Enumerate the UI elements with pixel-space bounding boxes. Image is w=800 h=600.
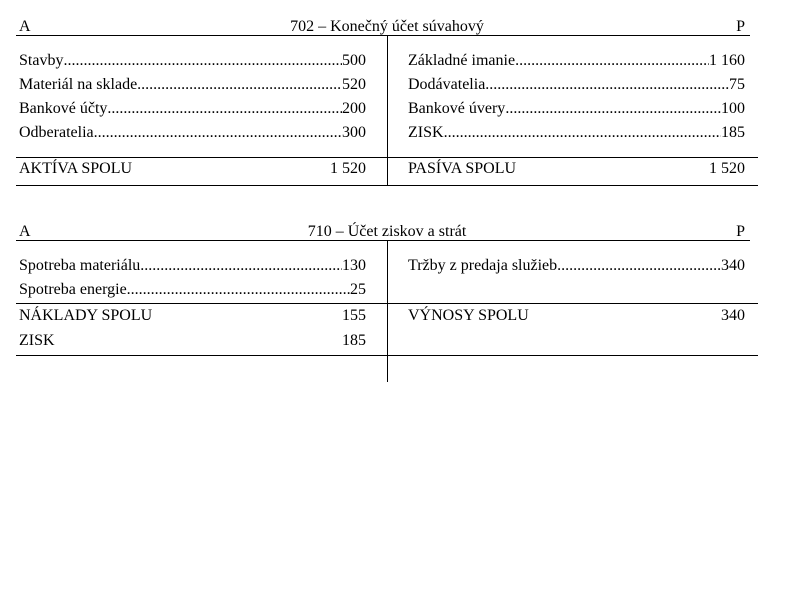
- asset-label: Odberatelia: [19, 124, 94, 141]
- liability-row: [408, 50, 745, 72]
- asset-row: [19, 122, 366, 144]
- header-divider: [16, 35, 750, 36]
- liability-amount: 1 160: [709, 52, 745, 69]
- asset-amount: 520: [342, 76, 366, 93]
- revenues-side-label: P: [736, 223, 745, 240]
- cost-amount: 25: [350, 281, 366, 298]
- leader-dots: [127, 279, 350, 301]
- profit-row: [19, 330, 366, 352]
- revenues-total-label: VÝNOSY SPOLU: [408, 307, 529, 324]
- liability-label: Základné imanie: [408, 52, 516, 69]
- t-account-vertical-line: [387, 240, 388, 382]
- costs-total-row: [19, 305, 366, 327]
- cost-row: [19, 279, 366, 301]
- liability-row: [408, 98, 745, 120]
- totals-divider: [16, 303, 758, 304]
- leader-dots: [515, 50, 709, 72]
- leader-dots: [63, 50, 342, 72]
- profit-amount: 185: [342, 332, 366, 349]
- leader-dots: [94, 122, 342, 144]
- cost-label: Spotreba energie: [19, 281, 127, 298]
- costs-side-label: A: [19, 223, 31, 240]
- liability-amount: 185: [721, 124, 745, 141]
- leader-dots: [485, 74, 729, 96]
- assets-total-row: [19, 158, 366, 180]
- liabilities-total-amount: 1 520: [709, 160, 745, 177]
- leader-dots: [505, 98, 721, 120]
- liabilities-total-label: PASÍVA SPOLU: [408, 160, 517, 177]
- revenue-row: [408, 255, 745, 277]
- balance-account-title: 702 – Konečný účet súvahový: [290, 18, 484, 35]
- asset-amount: 500: [342, 52, 366, 69]
- revenue-label: Tržby z predaja služieb: [408, 257, 558, 274]
- revenues-total-row: [408, 305, 745, 327]
- costs-total-amount: 155: [342, 307, 366, 324]
- costs-total-label: NÁKLADY SPOLU: [19, 307, 153, 324]
- liabilities-side-label: P: [736, 18, 745, 35]
- balance-account: [16, 18, 758, 188]
- asset-row: [19, 98, 366, 120]
- pl-account-title: 710 – Účet ziskov a strát: [307, 223, 467, 240]
- asset-amount: 300: [342, 124, 366, 141]
- leader-dots: [137, 74, 342, 96]
- leader-dots: [107, 98, 342, 120]
- leader-dots: [444, 122, 721, 144]
- revenues-total-amount: 340: [721, 307, 745, 324]
- asset-row: [19, 74, 366, 96]
- liability-amount: 75: [729, 76, 745, 93]
- liability-row: [408, 74, 745, 96]
- profit-label: ZISK: [19, 332, 55, 349]
- t-account-vertical-line: [387, 35, 388, 185]
- leader-dots: [557, 255, 721, 277]
- liability-label: Bankové úvery: [408, 100, 506, 117]
- liability-amount: 100: [721, 100, 745, 117]
- liability-row: [408, 122, 745, 144]
- assets-total-label: AKTÍVA SPOLU: [19, 160, 133, 177]
- header-divider: [16, 240, 750, 241]
- cost-label: Spotreba materiálu: [19, 257, 141, 274]
- liabilities-total-row: [408, 158, 745, 180]
- assets-total-amount: 1 520: [330, 160, 366, 177]
- bottom-line: [16, 185, 758, 186]
- asset-row: [19, 50, 366, 72]
- pl-account: [16, 223, 758, 383]
- revenue-amount: 340: [721, 257, 745, 274]
- liability-label: Dodávatelia: [408, 76, 486, 93]
- cost-row: [19, 255, 366, 277]
- asset-label: Bankové účty: [19, 100, 108, 117]
- bottom-line: [16, 355, 758, 356]
- liability-label: ZISK: [408, 124, 444, 141]
- asset-amount: 200: [342, 100, 366, 117]
- assets-side-label: A: [19, 18, 31, 35]
- asset-label: Materiál na sklade: [19, 76, 138, 93]
- cost-amount: 130: [342, 257, 366, 274]
- leader-dots: [140, 255, 342, 277]
- asset-label: Stavby: [19, 52, 64, 69]
